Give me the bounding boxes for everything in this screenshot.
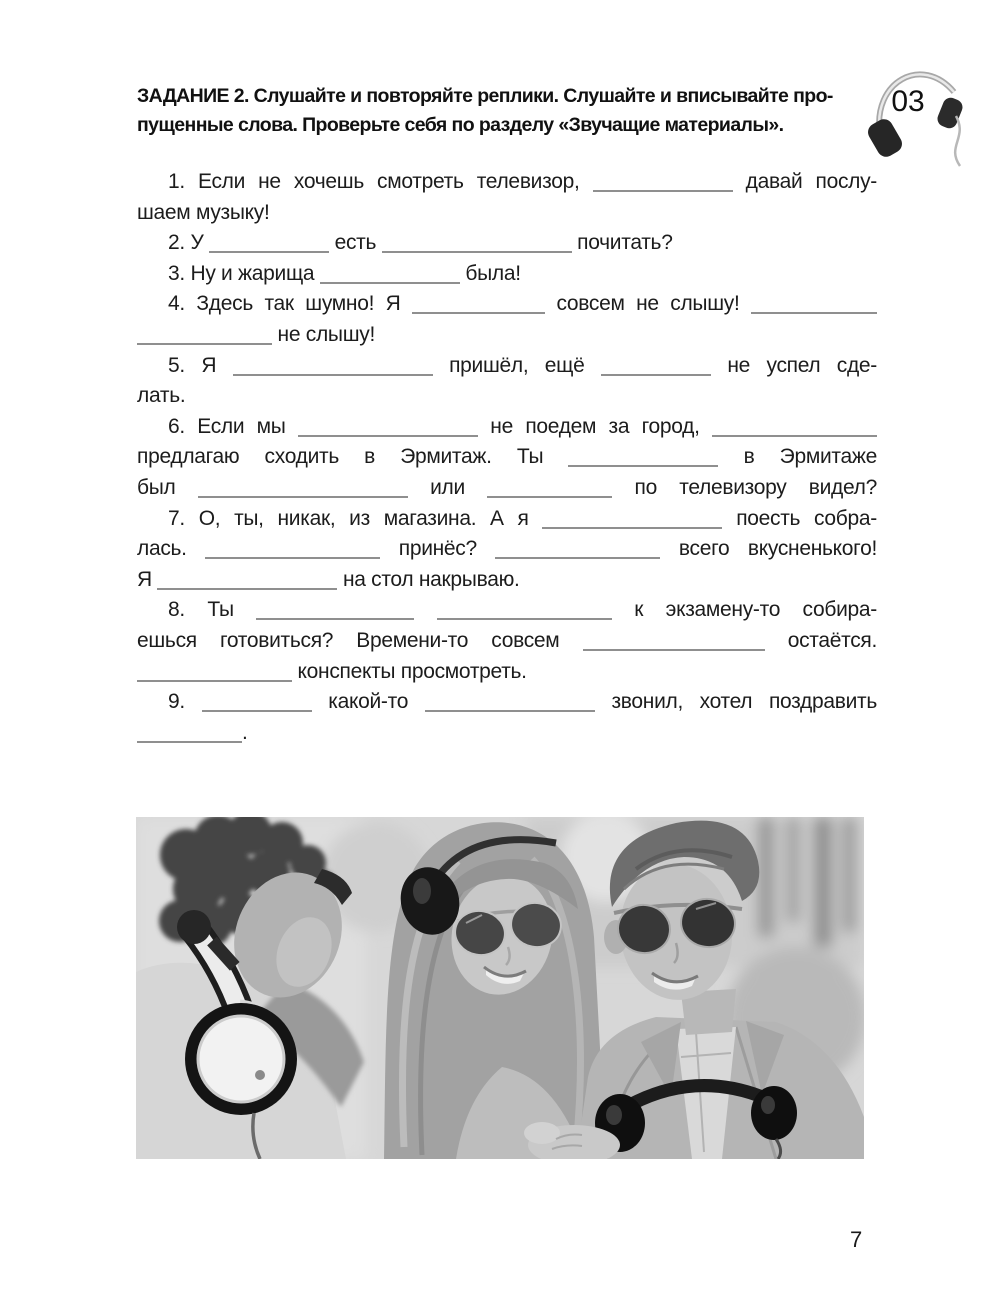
fill-in-blank bbox=[320, 266, 460, 284]
fill-in-blank bbox=[198, 480, 408, 498]
fill-in-blank bbox=[412, 296, 545, 314]
photo-three-friends-headphones bbox=[136, 817, 864, 1159]
exercise-line: 8. Ты к экзамену-то собира- bbox=[168, 598, 877, 622]
exercise-line: 1. Если не хочешь смотреть телевизор, давай послу- bbox=[168, 170, 877, 193]
fill-in-blank bbox=[137, 664, 292, 682]
exercise-line: 9. какой-то звонил, хотел поздравить bbox=[168, 690, 877, 714]
fill-in-blank bbox=[298, 419, 478, 437]
headphones-icon bbox=[864, 54, 968, 172]
fill-in-blank bbox=[495, 541, 660, 559]
fill-in-blank bbox=[437, 602, 612, 620]
task-header bbox=[137, 82, 877, 140]
fill-in-blank bbox=[601, 358, 711, 376]
exercise-line: был или по телевизору видел? bbox=[137, 475, 878, 499]
exercise-lines bbox=[137, 167, 877, 748]
exercise-line: шаем музыку! bbox=[137, 200, 270, 224]
exercise-line: 3. Ну и жарища была! bbox=[168, 261, 521, 285]
fill-in-blank bbox=[137, 725, 242, 743]
exercise-line: 7. О, ты, никак, из магазина. А я поесть собра- bbox=[168, 506, 877, 530]
exercise-line: 2. У есть почитать? bbox=[168, 231, 673, 255]
audio-track-number: 03 bbox=[891, 85, 925, 118]
exercise-line: лать. bbox=[137, 384, 186, 408]
task-title-line-2: пущенные слова. Проверьте себя по разделу «Звучащие материалы». bbox=[137, 114, 784, 136]
fill-in-blank bbox=[751, 296, 877, 314]
fill-in-blank bbox=[568, 449, 718, 467]
fill-in-blank bbox=[157, 572, 337, 590]
fill-in-blank bbox=[542, 511, 722, 529]
exercise-line: не слышу! bbox=[137, 320, 877, 351]
exercise-line: лась. принёс? всего вкусненького! bbox=[137, 537, 877, 561]
exercise-line: 4. Здесь так шумно! Я совсем не слышу! bbox=[137, 289, 877, 320]
fill-in-blank bbox=[205, 541, 380, 559]
exercise-line: ешься готовиться? Времени-то совсем остаётся. bbox=[137, 628, 878, 652]
photo-person-middle bbox=[384, 822, 606, 1159]
exercise-line: предлагаю сходить в Эрмитаж. Ты в Эрмитаже bbox=[137, 445, 877, 469]
fill-in-blank bbox=[137, 327, 272, 345]
fill-in-blank bbox=[382, 235, 572, 253]
fill-in-blank bbox=[425, 694, 595, 712]
fill-in-blank bbox=[593, 174, 733, 192]
fill-in-blank bbox=[712, 419, 877, 437]
fill-in-blank bbox=[583, 633, 765, 651]
exercise-line: 6. Если мы не поедем за город, bbox=[137, 412, 877, 443]
fill-in-blank bbox=[209, 235, 329, 253]
task-title-line-1: ЗАДАНИЕ 2. Слушайте и повторяйте реплики. Слушайте и вписывайте про- bbox=[137, 85, 833, 107]
fill-in-blank bbox=[202, 694, 312, 712]
exercise-line: Я на стол накрываю. bbox=[137, 567, 520, 591]
exercise-line: конспекты просмотреть. bbox=[137, 657, 877, 688]
fill-in-blank bbox=[487, 480, 612, 498]
exercise-line: . bbox=[137, 718, 877, 749]
fill-in-blank bbox=[233, 358, 433, 376]
fill-in-blank bbox=[256, 602, 414, 620]
exercise-line: 5. Я пришёл, ещё не успел сде- bbox=[168, 353, 877, 377]
page-number: 7 bbox=[850, 1227, 863, 1252]
